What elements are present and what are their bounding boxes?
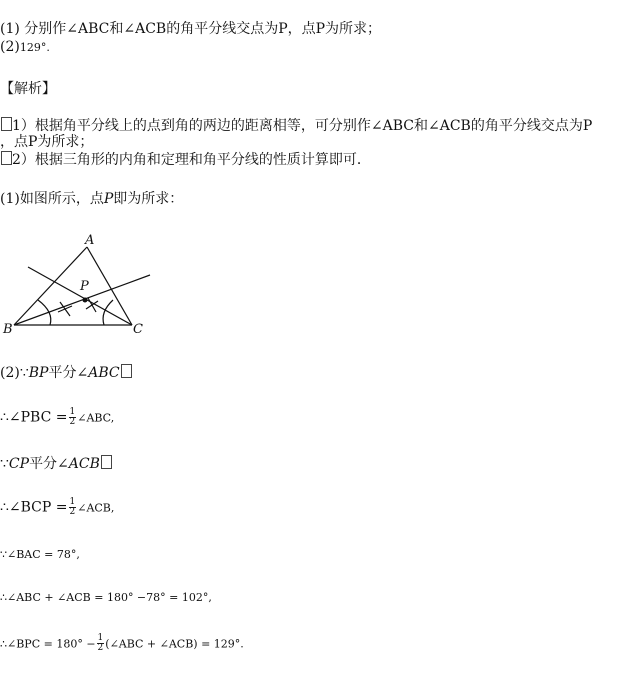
missing-glyph-icon [101, 455, 112, 469]
arc-at-b [38, 300, 51, 325]
step-2-post: ∠ABC, [77, 411, 115, 425]
step-3-cp: CP [8, 456, 30, 472]
step-2 [0, 408, 114, 428]
point-p [83, 298, 88, 303]
step-1-abc: ABC [88, 365, 120, 381]
step-7-pre: ∴∠BPC = 180° − [0, 637, 96, 651]
step-3-mid: 平分∠ [29, 456, 69, 472]
missing-glyph-icon [121, 364, 132, 378]
side-ab [14, 247, 87, 325]
arc-at-c [103, 300, 113, 325]
step-3-acb: ACB [68, 456, 100, 472]
fraction-half: $\frac{1}{2}$ [69, 407, 76, 427]
analysis-heading: 【解析】 [0, 81, 56, 97]
step-2-pre: ∴∠PBC = [0, 409, 68, 426]
step-7 [0, 634, 244, 654]
step-3 [0, 455, 112, 473]
step-4-post: ∠ACB, [77, 501, 115, 515]
label-p: P [80, 279, 89, 294]
answer-2-prefix: (2) [0, 39, 20, 55]
step-1-pre: (2)∵ [0, 365, 29, 381]
side-ac [87, 247, 132, 325]
step-7-post: (∠ABC + ∠ACB) = 129°. [105, 637, 244, 651]
answer-1-text: (1) 分别作∠ABC和∠ACB的角平分线交点为P，点P为所求； [0, 21, 382, 37]
intro-pre: (1)如图所示，点 [0, 191, 104, 207]
step-4 [0, 498, 114, 518]
step-6-text: ∴∠ABC + ∠ACB = 180° −78° = 102°, [0, 591, 212, 604]
intro-post: 即为所求： [113, 191, 184, 207]
analysis-point-2-text: 2）根据三角形的内角和定理和角平分线的性质计算即可． [12, 152, 371, 168]
analysis-point-1-cont: ，点P为所求； [0, 134, 94, 150]
step-1 [0, 364, 132, 382]
bisector-c [28, 267, 132, 325]
step-5 [0, 545, 80, 564]
step-1-mid: 平分∠ [48, 365, 89, 381]
analysis-point-1-text: 1）根据角平分线上的点到角的两边的距离相等，可分别作∠ABC和∠ACB的角平分线交点为P [12, 118, 593, 134]
fraction-half: $\frac{1}{2}$ [69, 497, 76, 517]
step-1-bp: BP [28, 365, 49, 381]
step-4-pre: ∴∠BCP = [0, 499, 68, 516]
step-3-pre: ∵ [0, 456, 9, 472]
fraction-half: $\frac{1}{2}$ [97, 633, 104, 653]
intro-var: P [103, 191, 114, 207]
step-5-text: ∵∠BAC = 78°, [0, 548, 80, 561]
label-c: C [133, 322, 143, 337]
label-b: B [3, 322, 13, 337]
label-a: A [85, 233, 95, 248]
answer-2-value: 129°. [19, 41, 50, 54]
step-6 [0, 588, 212, 607]
